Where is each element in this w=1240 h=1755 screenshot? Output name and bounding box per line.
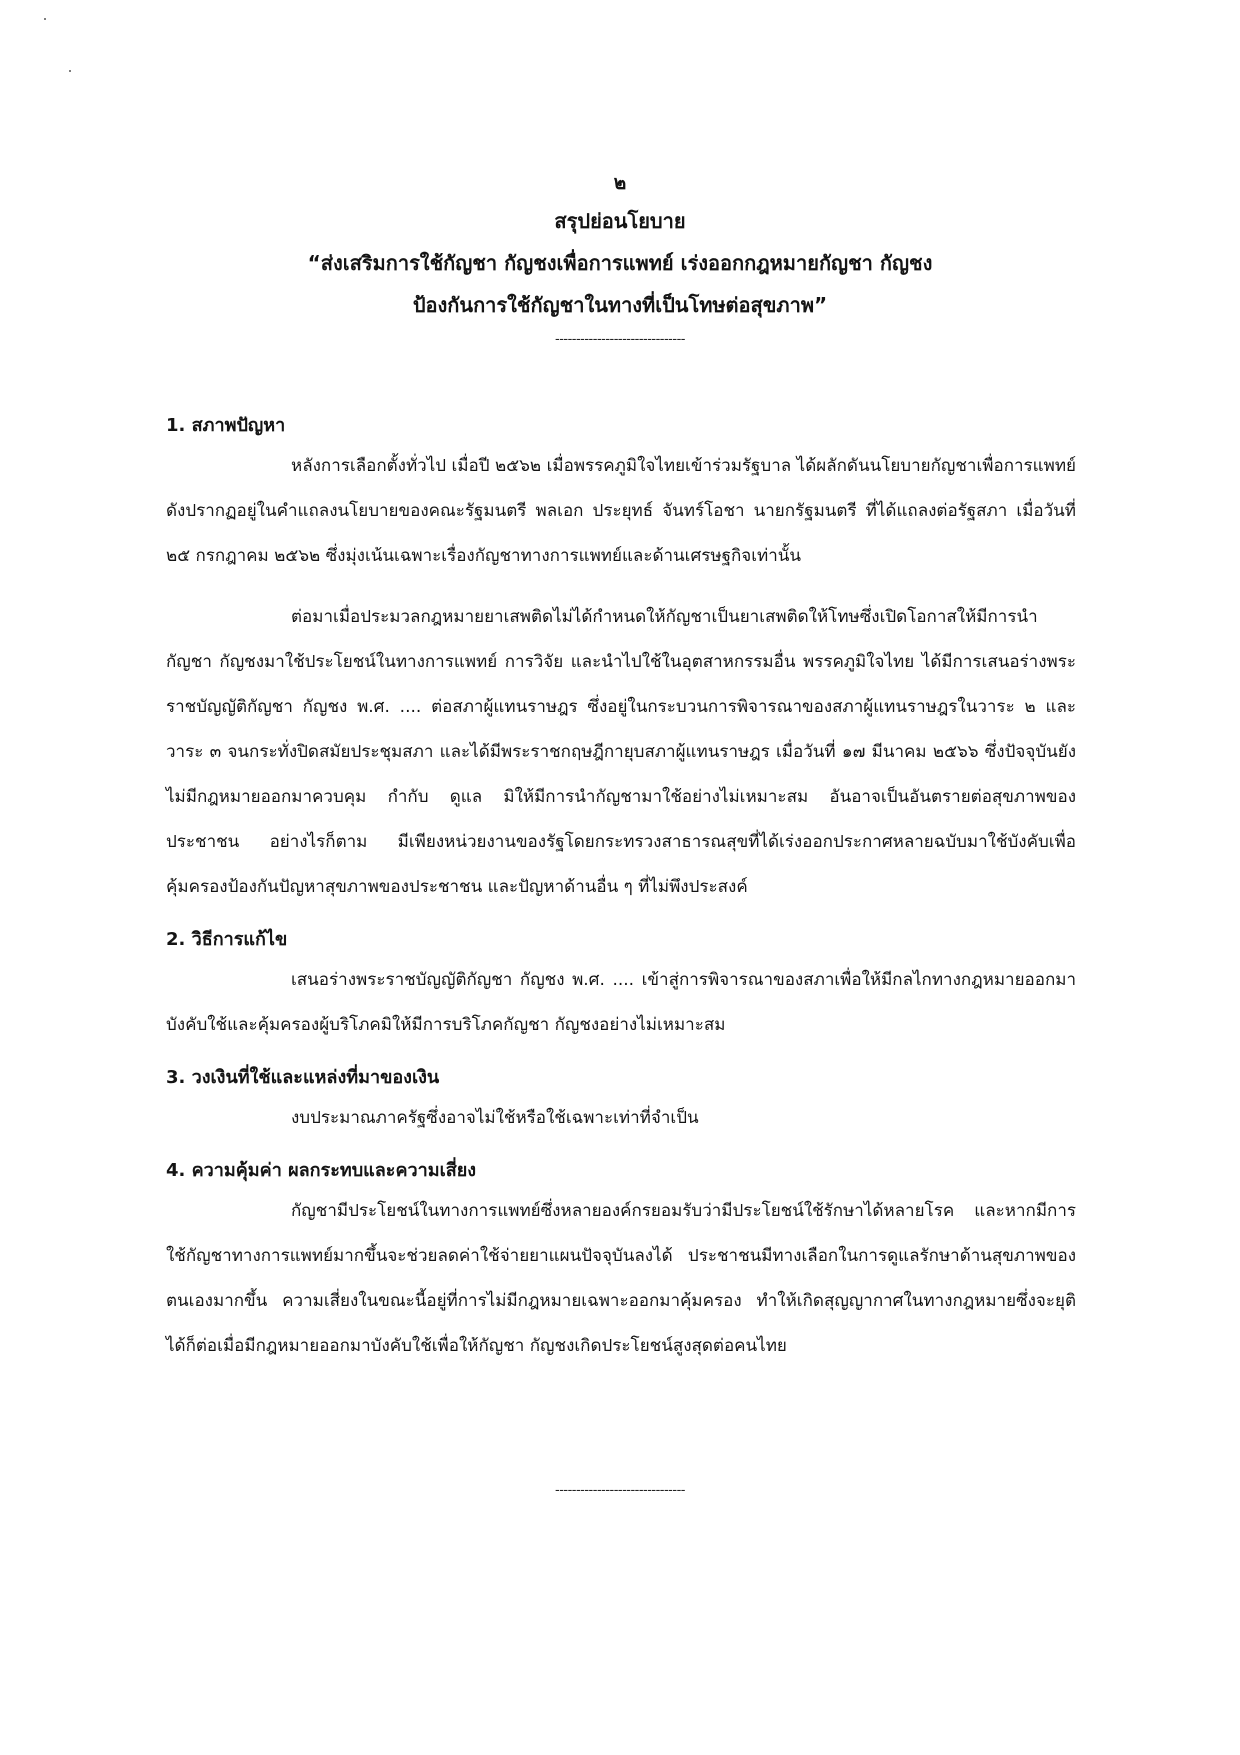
paragraph: งบประมาณภาครัฐซึ่งอาจไม่ใช้หรือใช้เฉพาะเท่าที่จำเป็น (291, 1108, 699, 1128)
section-heading: 4. ความคุ้มค่า ผลกระทบและความเสี่ยง (166, 1160, 477, 1181)
document-body (166, 408, 1076, 1369)
section-value-risk (166, 1153, 1076, 1369)
document-title (0, 200, 1240, 326)
title-line-3: ป้องกันการใช้กัญชาในทางที่เป็นโทษต่อสุขภาพ” (412, 293, 828, 317)
paragraph: เสนอร่างพระราชบัญญัติกัญชา กัญชง พ.ศ. .... เข้าสู่การพิจารณาของสภาเพื่อให้มีกลไกทางกฎหมายออกมาบังคับใช้และคุ้มครองผู้บริโภคมิให้มีการบริโภคกัญชา กัญชงอย่างไม่เหมาะสม (166, 970, 1076, 1035)
scan-speck (44, 18, 46, 20)
paragraph: หลังการเลือกตั้งทั่วไป เมื่อปี ๒๕๖๒ เมื่อพรรคภูมิใจไทยเข้าร่วมรัฐบาล ได้ผลักดันนโยบายกัญชาเพื่อการแพทย์ ดังปรากฏอยู่ในคำแถลงนโยบายของคณะรัฐมนตรี พลเอก ประยุทธ์ จันทร์โอชา นายกรัฐมนตรี ที่ได้แถลงต่อรัฐสภา เมื่อวันที่ ๒๕ กรกฎาคม ๒๕๖๒ ซึ่งมุ่งเน้นเฉพาะเรื่องกัญชาทางการแพทย์และด้านเศรษฐกิจเท่านั้น (166, 456, 1076, 566)
paragraph: กัญชามีประโยชน์ในทางการแพทย์ซึ่งหลายองค์กรยอมรับว่ามีประโยชน์ใช้รักษาได้หลายโรค และหากมีการใช้กัญชาทางการแพทย์มากขึ้นจะช่วยลดค่าใช้จ่ายยาแผนปัจจุบันลงได้ ประชาชนมีทางเลือกในการดูแลรักษาด้านสุขภาพของตนเองมากขึ้น ความเสี่ยงในขณะนี้อยู่ที่การไม่มีกฎหมายเฉพาะออกมาคุ้มครอง ทำให้เกิดสุญญากาศในทางกฎหมายซึ่งจะยุติได้ก็ต่อเมื่อมีกฎหมายออกมาบังคับใช้เพื่อให้กัญชา กัญชงเกิดประโยชน์สูงสุดต่อคนไทย (166, 1201, 1076, 1356)
section-heading: 1. สภาพปัญหา (166, 415, 286, 436)
section-solution (166, 922, 1076, 1048)
scan-speck (69, 70, 71, 72)
title-line-2: “ส่งเสริมการใช้กัญชา กัญชงเพื่อการแพทย์ เร่งออกกฎหมายกัญชา กัญชง (307, 251, 933, 275)
title-line-1: สรุปย่อนโยบาย (554, 209, 686, 233)
section-heading: 2. วิธีการแก้ไข (166, 929, 288, 950)
separator-top: ------------------------------- (555, 332, 685, 347)
section-problem (166, 408, 1076, 910)
page-number: ๒ (613, 172, 627, 194)
paragraph: ต่อมาเมื่อประมวลกฎหมายยาเสพติดไม่ได้กำหนดให้กัญชาเป็นยาเสพติดให้โทษซึ่งเปิดโอกาสให้มีการนำกัญชา กัญชงมาใช้ประโยชน์ในทางการแพทย์ การวิจัย และนำไปใช้ในอุตสาหกรรมอื่น พรรคภูมิใจไทย ได้มีการเสนอร่างพระราชบัญญัติกัญชา กัญชง พ.ศ. .... ต่อสภาผู้แทนราษฎร ซึ่งอยู่ในกระบวนการพิจารณาของสภาผู้แทนราษฎรในวาระ ๒ และวาระ ๓ จนกระทั่งปิดสมัยประชุมสภา และได้มีพระราชกฤษฎีกายุบสภาผู้แทนราษฎร เมื่อวันที่ ๑๗ มีนาคม ๒๕๖๖ ซึ่งปัจจุบันยังไม่มีกฎหมายออกมาควบคุม กำกับ ดูแล มิให้มีการนำกัญชามาใช้อย่างไม่เหมาะสม อันอาจเป็นอันตรายต่อสุขภาพของประชาชน อย่างไรก็ตาม มีเพียงหน่วยงานของรัฐโดยกระทรวงสาธารณสุขที่ได้เร่งออกประกาศหลายฉบับมาใช้บังคับเพื่อคุ้มครองป้องกันปัญหาสุขภาพของประชาชน และปัญหาด้านอื่น ๆ ที่ไม่พึงประสงค์ (166, 607, 1076, 897)
separator-bottom: ------------------------------- (555, 1483, 685, 1498)
section-heading: 3. วงเงินที่ใช้และแหล่งที่มาของเงิน (166, 1067, 440, 1088)
section-budget (166, 1060, 1076, 1141)
